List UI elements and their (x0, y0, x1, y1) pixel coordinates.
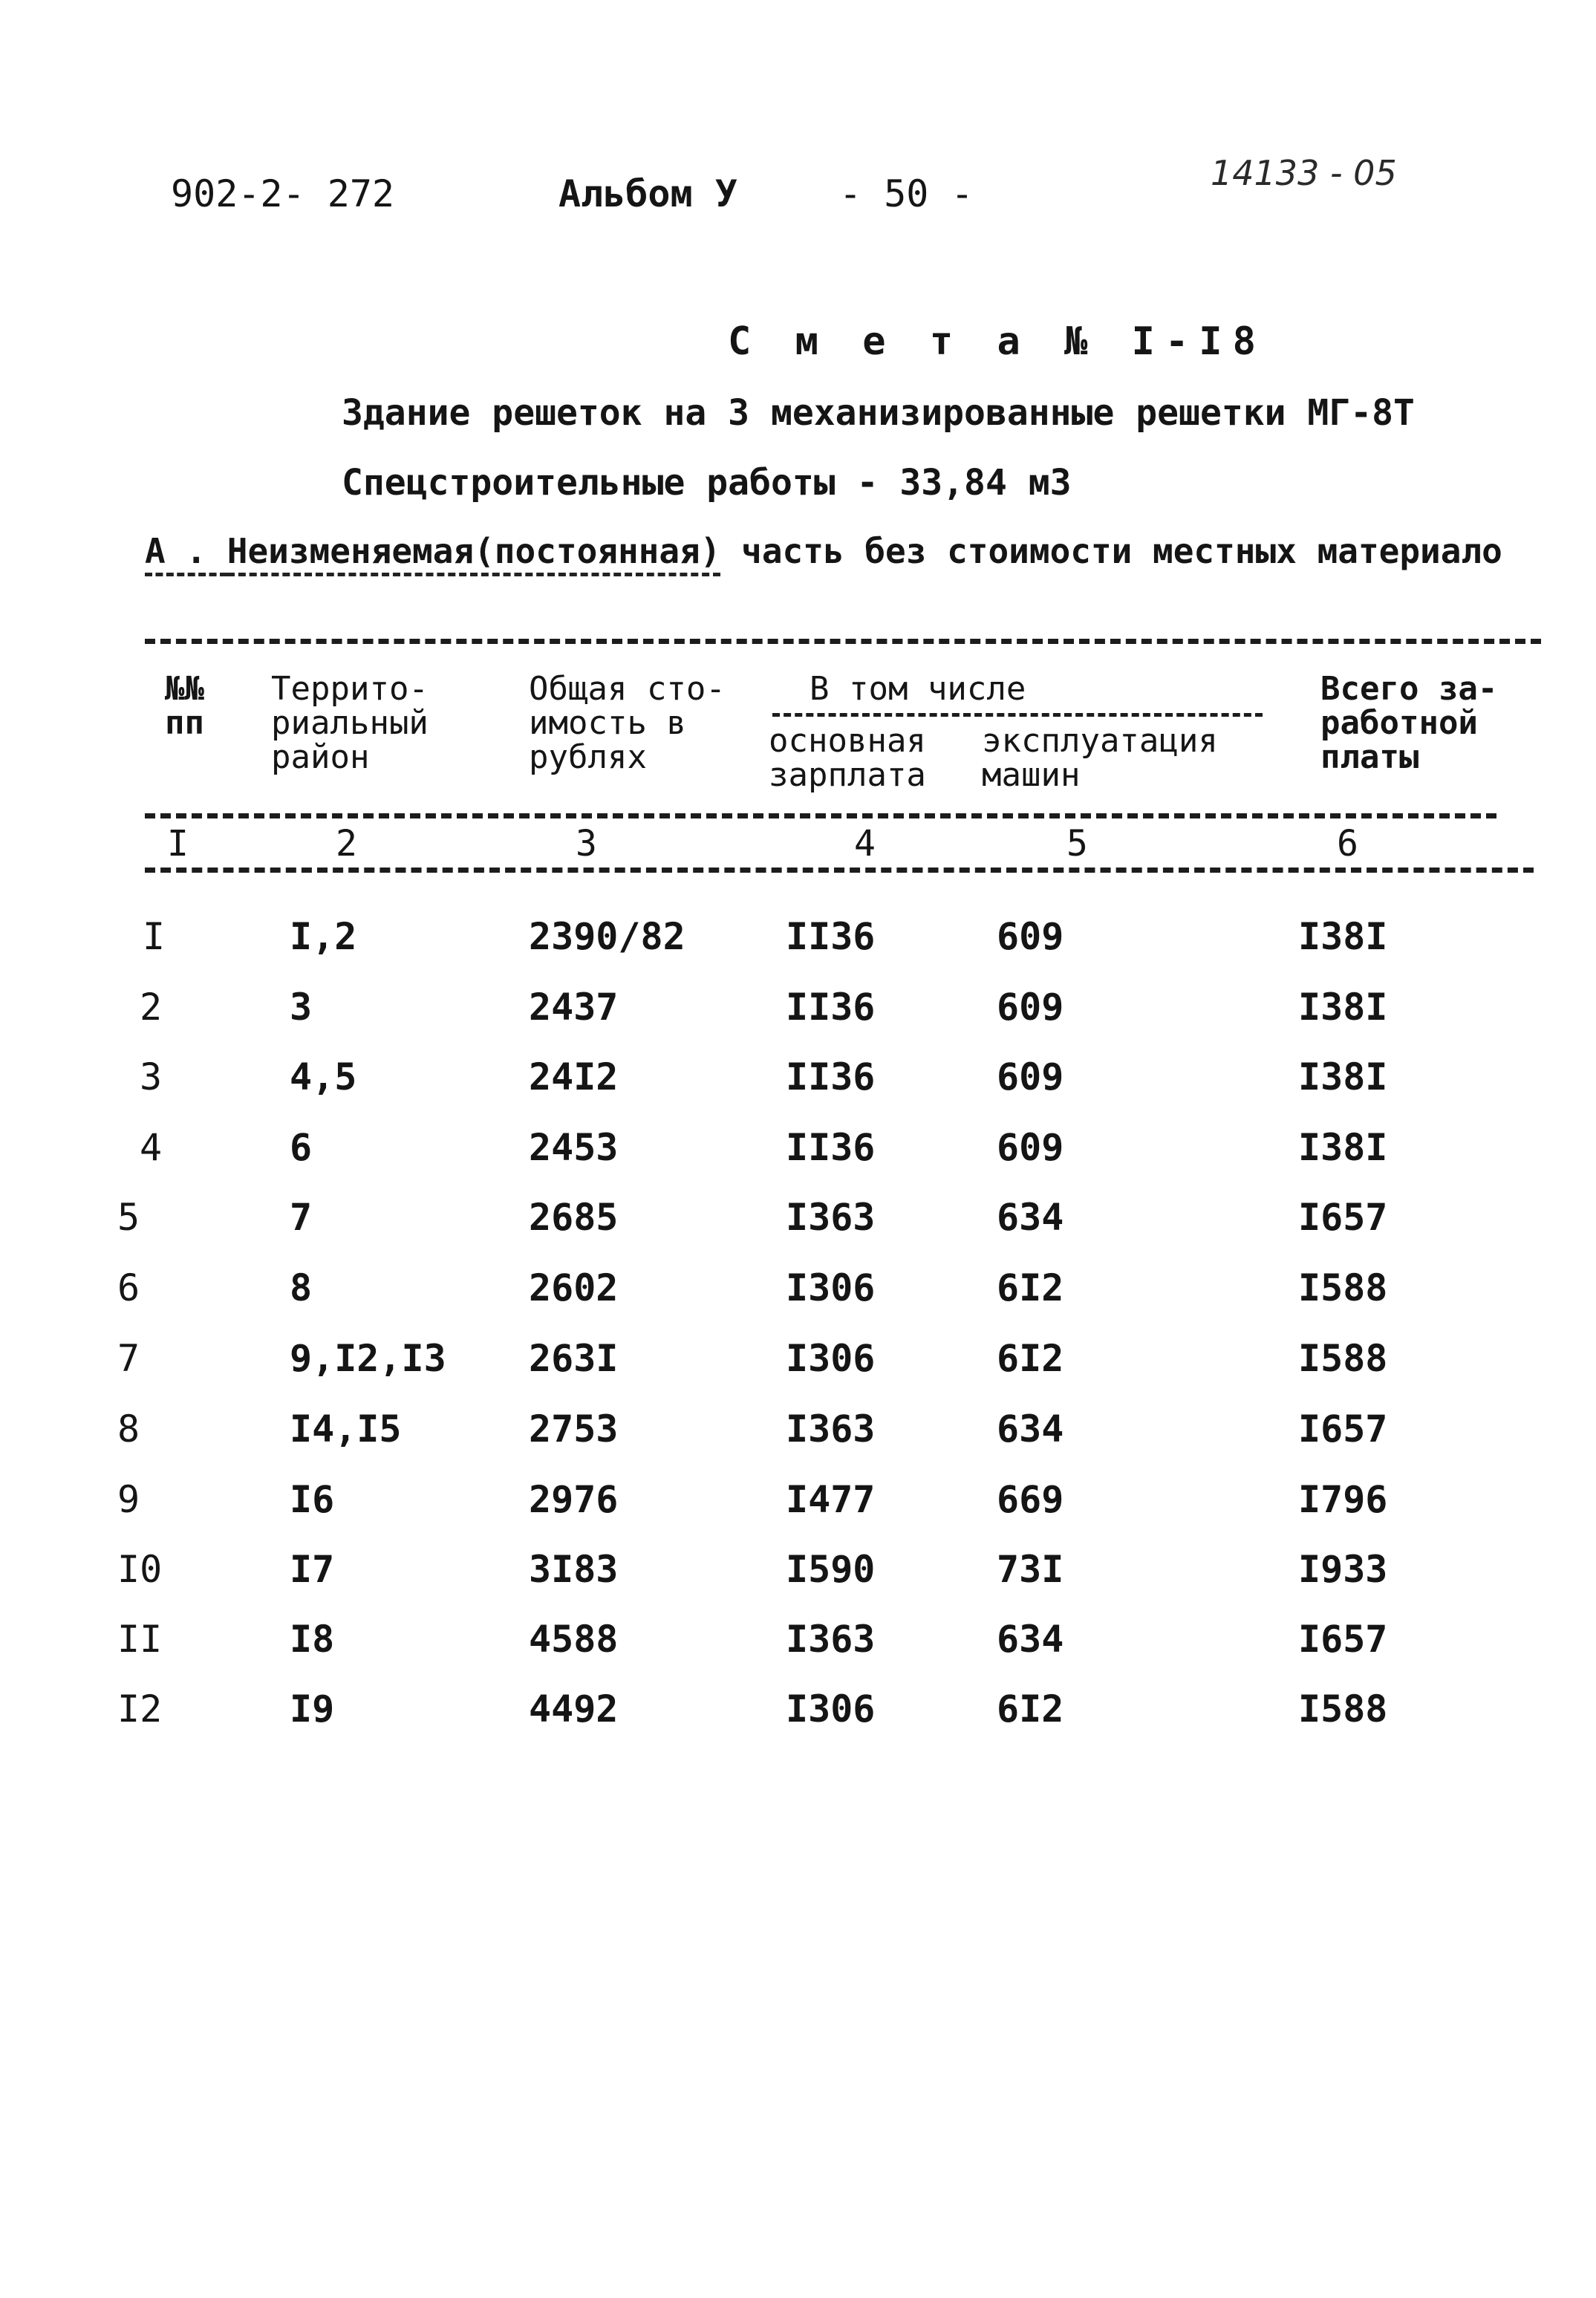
row-number-cell: 4 (140, 1126, 163, 1169)
total-cost-cell: 2753 (529, 1407, 619, 1451)
machines-cell: 609 (997, 1055, 1064, 1098)
total-salary-cell: I588 (1298, 1687, 1388, 1731)
column-number-6: 6 (1337, 823, 1358, 865)
header-total-salary: Всего за- работной платы (1320, 670, 1498, 776)
column-number-5: 5 (1066, 823, 1088, 865)
basic-salary-cell: I590 (786, 1548, 876, 1591)
building-description: Здание решеток на 3 механизированные решетки МГ-8Т (342, 392, 1415, 434)
total-salary-cell: I588 (1298, 1337, 1388, 1380)
column-number-1: I (167, 823, 189, 865)
region-cell: 4,5 (290, 1055, 357, 1098)
total-cost-cell: 2602 (529, 1266, 619, 1309)
row-number-cell: I (143, 915, 166, 958)
row-number-cell: 2 (140, 986, 163, 1029)
total-cost-cell: 263I (529, 1337, 619, 1380)
region-cell: 3 (290, 986, 313, 1029)
total-cost-cell: 2453 (529, 1126, 619, 1169)
region-cell: I,2 (290, 915, 357, 958)
basic-salary-cell: I477 (786, 1478, 876, 1521)
region-cell: 8 (290, 1266, 313, 1309)
total-cost-cell: 2976 (529, 1478, 619, 1521)
included-underline-rule (772, 713, 1263, 717)
row-number-cell: II (117, 1618, 163, 1661)
header-bottom-rule (145, 813, 1496, 818)
row-number-cell: 6 (117, 1266, 140, 1309)
section-marker: А . (145, 531, 227, 576)
total-cost-cell: 2685 (529, 1196, 619, 1239)
basic-salary-cell: II36 (786, 1055, 876, 1098)
total-salary-cell: I38I (1298, 1055, 1388, 1098)
total-salary-cell: I38I (1298, 986, 1388, 1029)
section-underlined-text: Неизменяемая(постоянная) (227, 531, 721, 576)
row-number-cell: 5 (117, 1196, 140, 1239)
total-salary-cell: I796 (1298, 1478, 1388, 1521)
header-machines: эксплуатация машин (982, 722, 1218, 794)
column-number-2: 2 (336, 823, 357, 865)
machines-cell: 634 (997, 1196, 1064, 1239)
total-salary-cell: I38I (1298, 1126, 1388, 1169)
total-salary-cell: I933 (1298, 1548, 1388, 1591)
total-cost-cell: 3I83 (529, 1548, 619, 1591)
total-salary-cell: I657 (1298, 1407, 1388, 1451)
basic-salary-cell: II36 (786, 915, 876, 958)
total-cost-cell: 4492 (529, 1687, 619, 1731)
basic-salary-cell: I306 (786, 1266, 876, 1309)
total-salary-cell: I657 (1298, 1618, 1388, 1661)
estimate-title: С м е т а № I-I8 (728, 319, 1266, 364)
total-salary-cell: I38I (1298, 915, 1388, 958)
basic-salary-cell: I306 (786, 1337, 876, 1380)
column-number-3: 3 (576, 823, 597, 865)
basic-salary-cell: II36 (786, 986, 876, 1029)
region-cell: I9 (290, 1687, 335, 1731)
header-included: В том числе (810, 670, 1026, 708)
basic-salary-cell: I363 (786, 1196, 876, 1239)
section-rest-text: часть без стоимости местных материало (720, 531, 1502, 571)
works-description: Спецстроительные работы - 33,84 м3 (342, 462, 1072, 504)
row-number-cell: 3 (140, 1055, 163, 1098)
machines-cell: 6I2 (997, 1687, 1064, 1731)
basic-salary-cell: I363 (786, 1618, 876, 1661)
region-cell: I7 (290, 1548, 335, 1591)
total-cost-cell: 24I2 (529, 1055, 619, 1098)
document-code: 902-2- 272 (171, 172, 395, 215)
header-basic-salary: основная зарплата (769, 722, 926, 794)
region-cell: I6 (290, 1478, 335, 1521)
column-numbers-rule (145, 868, 1534, 873)
region-cell: 9,I2,I3 (290, 1337, 446, 1380)
total-cost-cell: 2437 (529, 986, 619, 1029)
header-total-cost: Общая сто- имость в рублях (529, 670, 726, 776)
handwritten-reference: 14133 - 05 (1211, 153, 1397, 193)
total-salary-cell: I588 (1298, 1266, 1388, 1309)
section-heading (145, 531, 1502, 571)
header-region: Террито- риальный район (271, 670, 429, 776)
header-num: №№ пп (165, 670, 204, 742)
row-number-cell: I0 (117, 1548, 163, 1591)
region-cell: 6 (290, 1126, 313, 1169)
total-salary-cell: I657 (1298, 1196, 1388, 1239)
machines-cell: 609 (997, 986, 1064, 1029)
row-number-cell: 7 (117, 1337, 140, 1380)
machines-cell: 669 (997, 1478, 1064, 1521)
machines-cell: 609 (997, 1126, 1064, 1169)
total-cost-cell: 2390/82 (529, 915, 685, 958)
row-number-cell: I2 (117, 1687, 163, 1731)
page-number: - 50 - (839, 172, 974, 215)
machines-cell: 6I2 (997, 1266, 1064, 1309)
machines-cell: 634 (997, 1407, 1064, 1451)
machines-cell: 6I2 (997, 1337, 1064, 1380)
total-cost-cell: 4588 (529, 1618, 619, 1661)
machines-cell: 609 (997, 915, 1064, 958)
row-number-cell: 8 (117, 1407, 140, 1451)
table-top-rule (145, 639, 1541, 644)
region-cell: I8 (290, 1618, 335, 1661)
basic-salary-cell: II36 (786, 1126, 876, 1169)
row-number-cell: 9 (117, 1478, 140, 1521)
column-number-4: 4 (854, 823, 876, 865)
machines-cell: 73I (997, 1548, 1064, 1591)
region-cell: I4,I5 (290, 1407, 402, 1451)
region-cell: 7 (290, 1196, 313, 1239)
basic-salary-cell: I363 (786, 1407, 876, 1451)
machines-cell: 634 (997, 1618, 1064, 1661)
basic-salary-cell: I306 (786, 1687, 876, 1731)
album-label: Альбом У (558, 172, 737, 215)
